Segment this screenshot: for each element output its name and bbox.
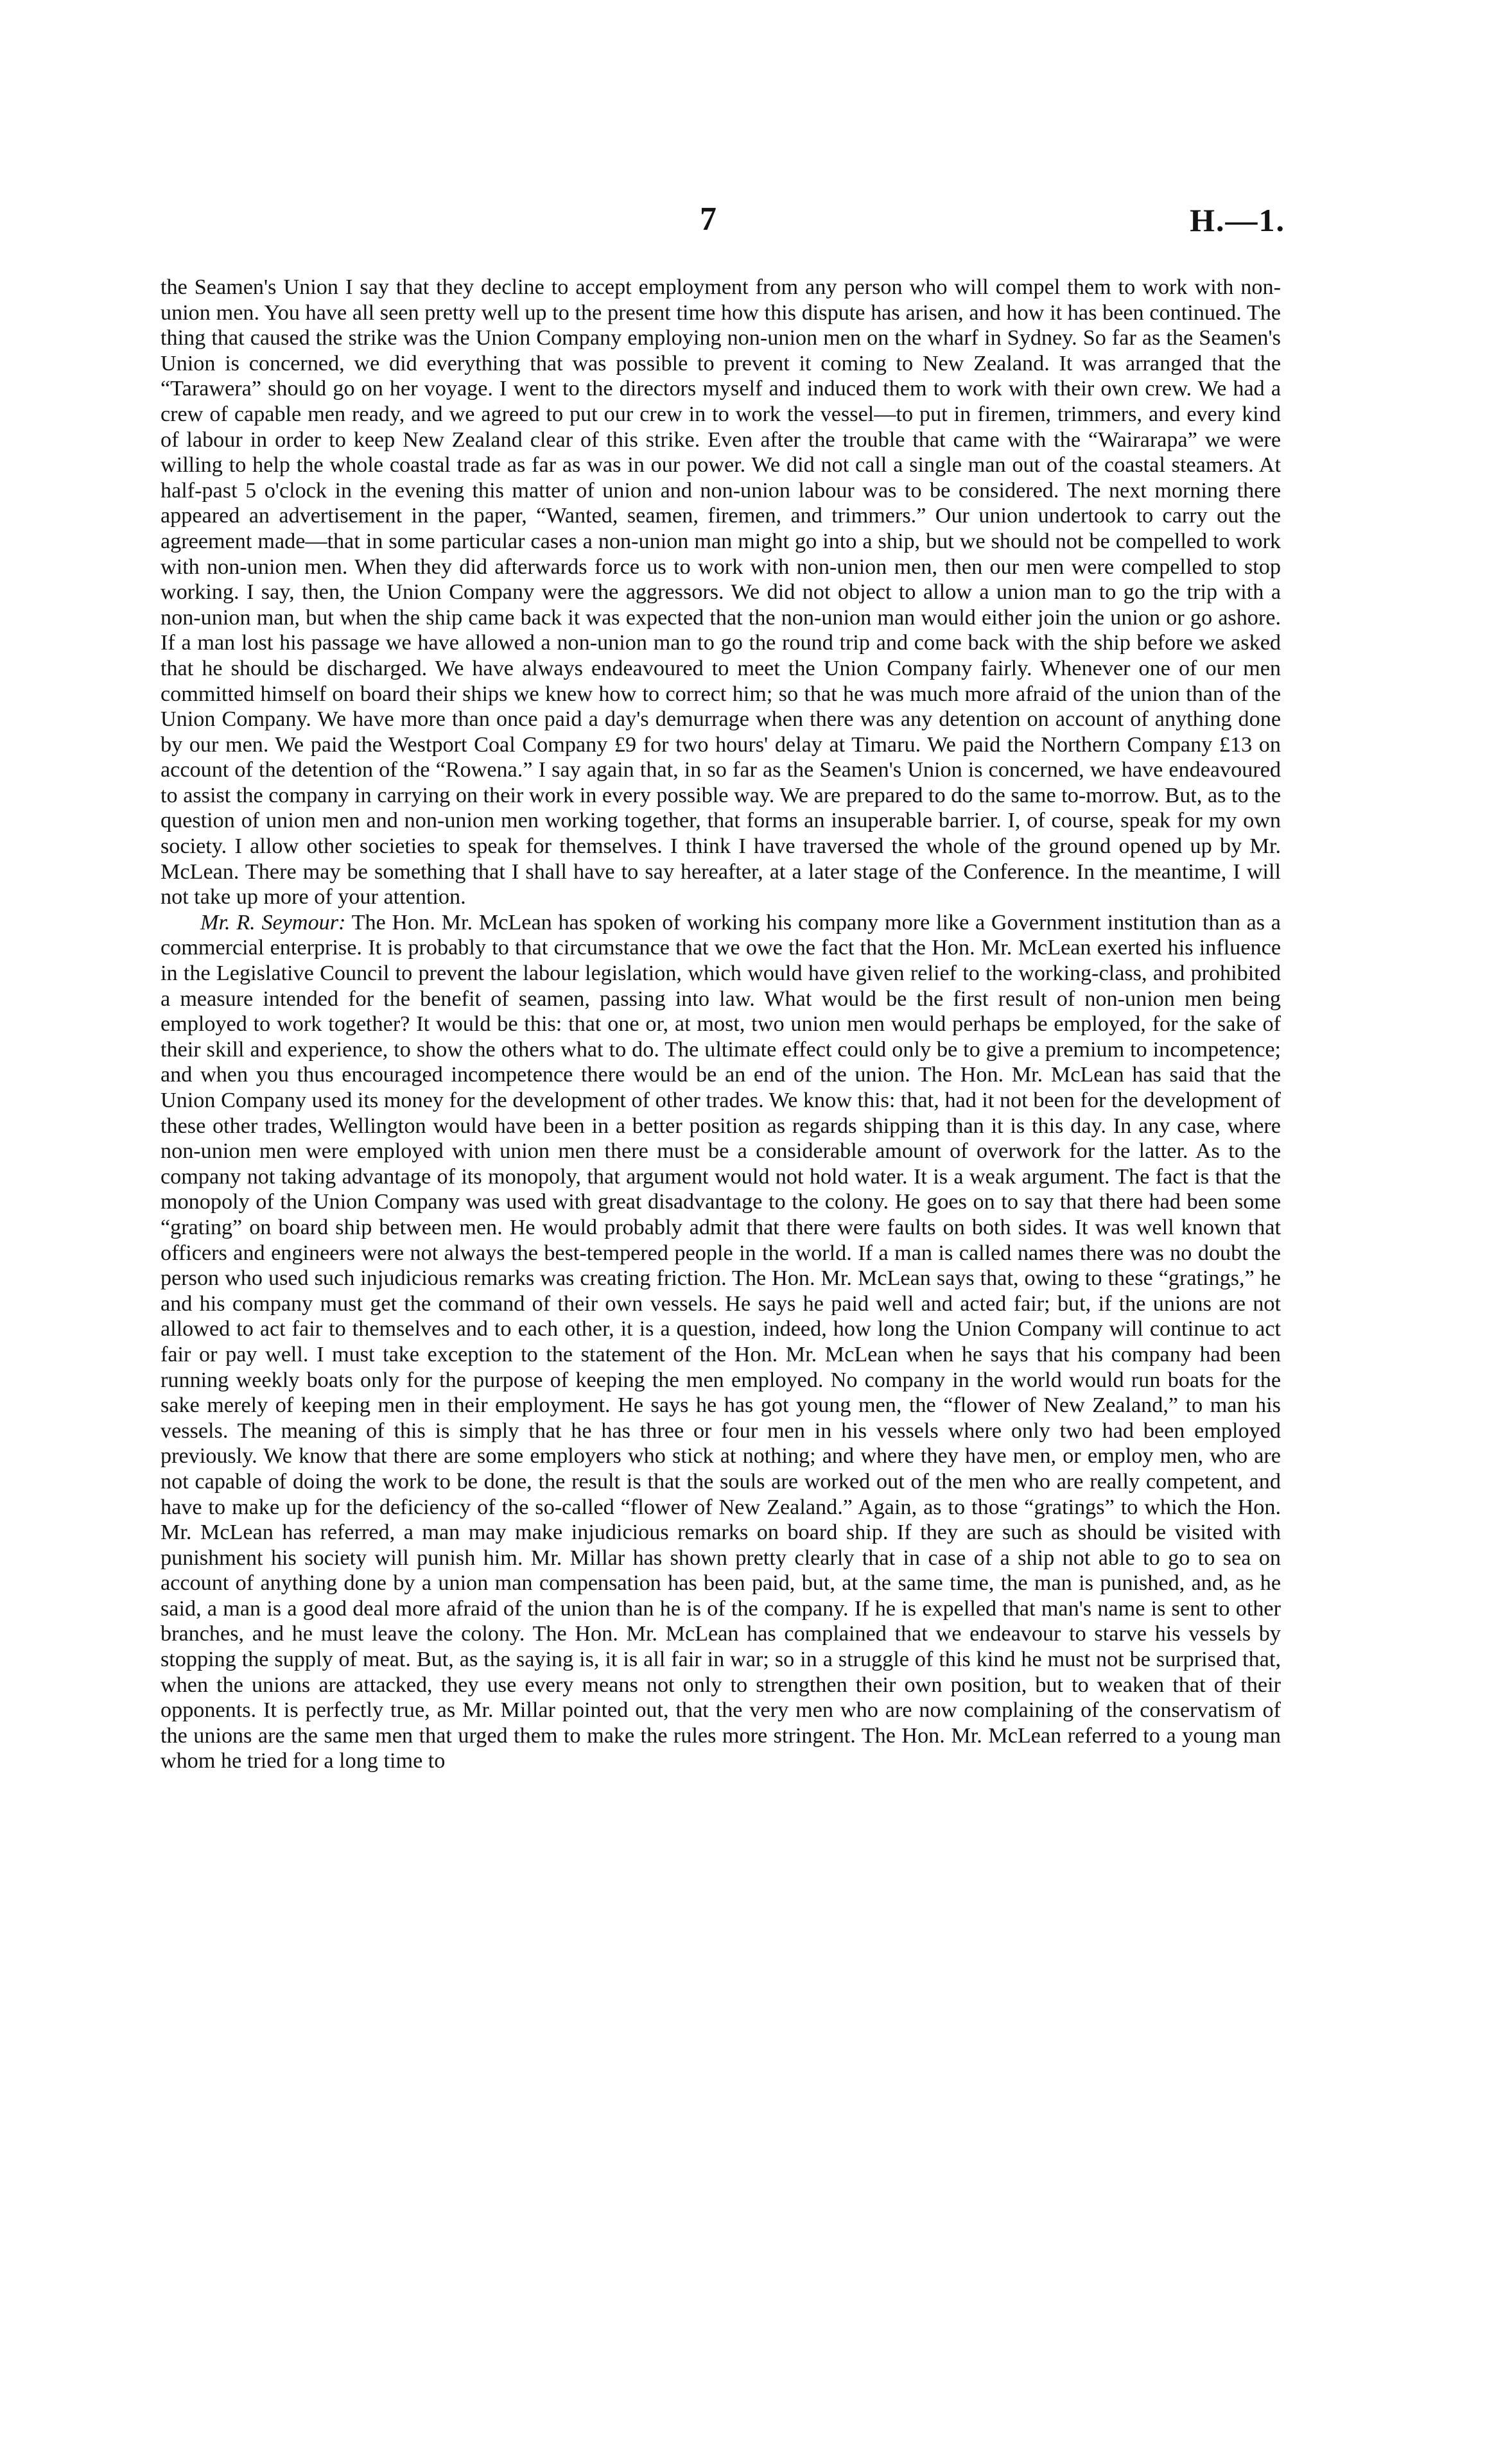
paragraph-text: The Hon. Mr. McLean has spoken of working his company more like a Government institution than as a commercial enterprise. It is probably to that circumstance that we owe the fact that the Hon. Mr. McLean exerted his influence in the Legislative Council to prevent the labour legislation, which would have given relief to the working-class, and prohibited a measure intended for the benefit of seamen, passing into law. What would be the first result of non-union men being employed to work together? It would be this: that one or, at most, two union men would perhaps be employed, for the sake of their skill and experience, to show the others what to do. The ultimate effect could only be to give a premium to incompetence; and when you thus encouraged incompetence there would be an end of the union. The Hon. Mr. McLean has said that the Union Company used its money for the development of other trades. We know this: that, had it not been for the development of these other trades, Wellington would have been in a better position as regards shipping than it is this day. In any case, where non-union men were employed with union men there must be a considerable amount of overwork for the latter. As to the company not taking advantage of its monopoly, that argument would not hold water. It is a weak argument. The fact is that the monopoly of the Union Company was used with great disadvantage to the colony. He goes on to say that there had been some “grating” on board ship between men. He would probably admit that there were faults on both sides. It was well known that officers and engineers were not always the best-tempered people in the world. If a man is called names there was no doubt the person who used such injudicious remarks was creating friction. The Hon. Mr. McLean says that, owing to these “gratings,” he and his company must get the command of their own vessels. He says he paid well and acted fair; but, if the unions are not allowed to act fair to themselves and to each other, it is a question, indeed, how long the Union Company will continue to act fair or pay well. I must take exception to the statement of the Hon. Mr. McLean when he says that his company had been running weekly boats only for the purpose of keeping the men employed. No company in the world would run boats for the sake merely of keeping men in their employment. He says he has got young men, the “flower of New Zealand,” to man his vessels. The meaning of this is simply that he has three or four men in his vessels where only two had been employed previously. We know that there are some employers who stick at nothing; and where they have men, or employ men, who are not capable of doing the work to be done, the result is that the souls are worked out of the men who are really competent, and have to make up for the deficiency of the so-called “flower of New Zealand.” Again, as to those “gratings” to which the Hon. Mr. McLean has referred, a man may make injudicious remarks on board ship. If they are such as should be visited with punishment his society will punish him. Mr. Millar has shown pretty clearly that in case of a ship not able to go to sea on account of anything done by a union man compensation has been paid, but, at the same time, the man is punished, and, as he said, a man is a good deal more afraid of the union than he is of the company. If he is expelled that man's name is sent to other branches, and he must leave the colony. The Hon. Mr. McLean has complained that we endeavour to starve his vessels by stopping the supply of meat. But, as the saying is, it is all fair in war; so in a struggle of this kind he must not be surprised that, when the unions are attacked, they use every means not only to strengthen their own position, but to weaken that of their opponents. It is perfectly true, as Mr. Millar pointed out, that the very men who are now complaining of the conservatism of the unions are the same men that urged them to make the rules more stringent. The Hon. Mr. McLean referred to a young man whom he tried for a long time to (161, 910, 1281, 1773)
body-text (161, 275, 1281, 1774)
document-reference: H.—1. (1190, 202, 1285, 238)
paragraph (161, 910, 1281, 1774)
paragraph-text: the Seamen's Union I say that they decline to accept employment from any person who will compel them to work with non-union men. You have all seen pretty well up to the present time how this dispute has arisen, and how it has been continued. The thing that caused the strike was the Union Company employing non-union men on the wharf in Sydney. So far as the Seamen's Union is concerned, we did everything that was possible to prevent it coming to New Zealand. It was arranged that the “Tarawera” should go on her voyage. I went to the directors myself and induced them to work with their own crew. We had a crew of capable men ready, and we agreed to put our crew in to work the vessel—to put in firemen, trimmers, and every kind of labour in order to keep New Zealand clear of this strike. Even after the trouble that came with the “Wairarapa” we were willing to help the whole coastal trade as far as was in our power. We did not call a single man out of the coastal steamers. At half-past 5 o'clock in the evening this matter of union and non-union labour was to be considered. The next morning there appeared an advertisement in the paper, “Wanted, seamen, firemen, and trimmers.” Our union undertook to carry out the agreement made—that in some particular cases a non-union man might go into a ship, but we should not be compelled to work with non-union men. When they did afterwards force us to work with non-union men, then our men were compelled to stop working. I say, then, the Union Company were the aggressors. We did not object to allow a union man to go the trip with a non-union man, but when the ship came back it was expected that the non-union man would either join the union or go ashore. If a man lost his passage we have allowed a non-union man to go the round trip and come back with the ship before we asked that he should be discharged. We have always endeavoured to meet the Union Company fairly. Whenever one of our men committed himself on board their ships we knew how to correct him; so that he was much more afraid of the union than of the Union Company. We have more than once paid a day's demurrage when there was any detention on account of anything done by our men. We paid the Westport Coal Company £9 for two hours' delay at Timaru. We paid the Northern Company £13 on account of the detention of the “Rowena.” I say again that, in so far as the Seamen's Union is concerned, we have endeavoured to assist the company in carrying on their work in every possible way. We are prepared to do the same to-morrow. But, as to the question of union men and non-union men working together, that forms an insuperable barrier. I, of course, speak for my own society. I allow other societies to speak for themselves. I think I have traversed the whole of the ground opened up by Mr. McLean. There may be something that I shall have to say hereafter, at a later stage of the Conference. In the meantime, I will not take up more of your attention. (161, 275, 1281, 909)
paragraph (161, 275, 1281, 910)
speaker-name: Mr. R. Seymour: (200, 910, 346, 935)
page-number: 7 (700, 201, 717, 237)
